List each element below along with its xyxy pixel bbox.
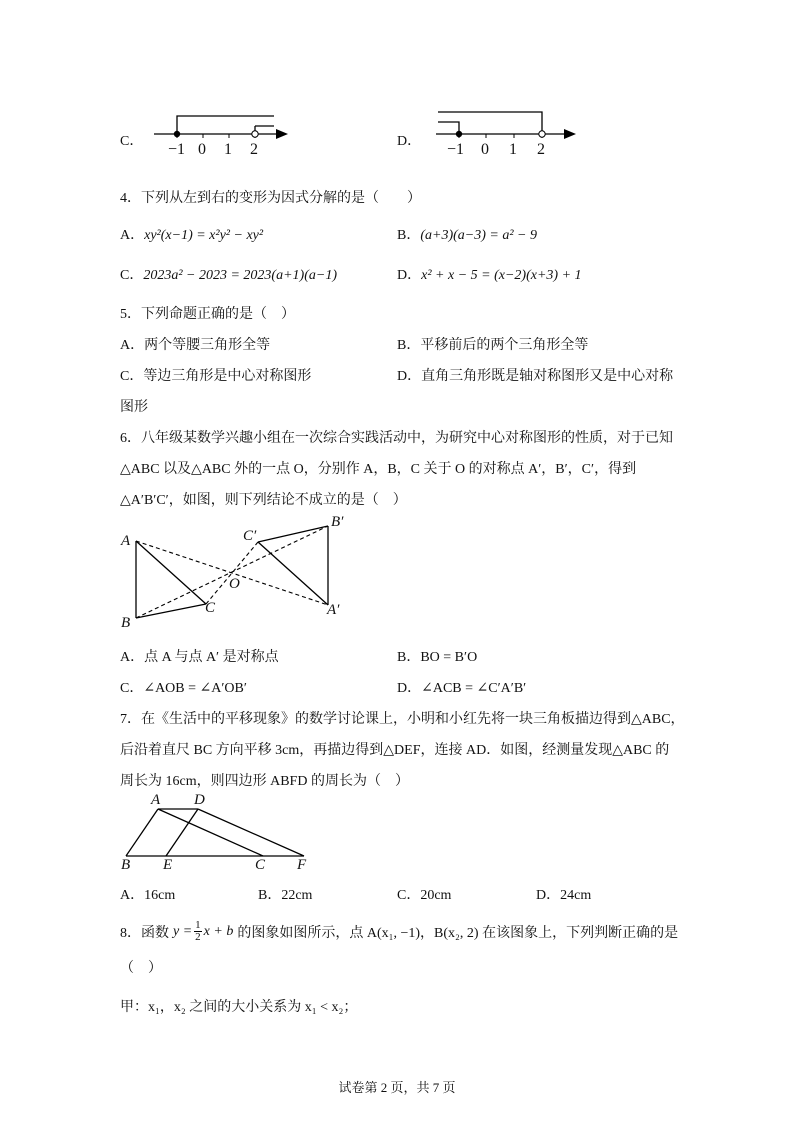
q4-stem: 4．下列从左到右的变形为因式分解的是（ ） xyxy=(120,191,421,206)
q6-fig-label-o: O xyxy=(229,576,240,592)
q7-fig-label-b: B xyxy=(121,857,131,873)
q4-option-a: A．xy²(x−1) = x²y² − xy² xyxy=(120,228,264,243)
q5-option-a: A．两个等腰三角形全等 xyxy=(120,338,271,353)
q5-option-c: C．等边三角形是中心对称图形 xyxy=(120,369,312,384)
q3-c-tick-0: 0 xyxy=(198,141,206,158)
q7-stem-line2: 后沿着直尺 BC 方向平移 3cm，再描边得到△DEF，连接 AD．如图，经测量发现△ABC 的 xyxy=(120,743,670,758)
q6-stem-line2: △ABC 以及△ABC 外的一点 O，分别作 A，B，C 关于 O 的对称点 A′，B′，C′，得到 xyxy=(120,462,637,477)
q5-option-d: D．直角三角形既是轴对称图形又是中心对称 xyxy=(397,369,674,384)
q5-stem: 5．下列命题正确的是（ ） xyxy=(120,307,295,322)
q3-option-d-label: D． xyxy=(397,134,422,149)
q6-option-c: C．∠AOB = ∠A′OB′ xyxy=(120,681,247,696)
q7-option-c: C．20cm xyxy=(397,888,452,903)
q5-option-d-continued: 图形 xyxy=(120,400,148,415)
q7-option-a: A．16cm xyxy=(120,888,176,903)
q8-fraction: $\frac{1}{2}$ xyxy=(195,919,201,943)
q3-c-tick-neg1: −1 xyxy=(168,141,186,158)
q5-option-b: B．平移前后的两个三角形全等 xyxy=(397,338,589,353)
q8-stem-line1: 8．函数 y = $\frac{1}{2}$ x + b 的图象如图所示，点 A(x₁, −1)，B(x₂, 2) 在该图象上，下列判断正确的是 xyxy=(120,919,679,943)
q6-option-d: D．∠ACB = ∠C′A′B′ xyxy=(397,681,527,696)
q6-fig-label-b: B xyxy=(121,615,131,631)
q6-fig-label-a: A xyxy=(121,533,131,549)
q7-fig-label-e: E xyxy=(163,857,173,873)
q3-option-c-label: C． xyxy=(120,134,144,149)
q6-fig-label-c-prime: C′ xyxy=(243,528,257,544)
q3-d-tick-neg1: −1 xyxy=(447,141,465,158)
q6-option-b: B．BO = B′O xyxy=(397,650,478,665)
q8-statement-jia: 甲：x₁，x₂ 之间的大小关系为 x₁ < x₂； xyxy=(120,1000,358,1015)
q7-fig-label-c: C xyxy=(255,857,266,873)
q7-stem-line3: 周长为 16cm，则四边形 ABFD 的周长为（ ） xyxy=(120,774,409,789)
q6-fig-label-c: C xyxy=(205,600,216,616)
q3-d-tick-0: 0 xyxy=(481,141,489,158)
q6-fig-label-a-prime: A′ xyxy=(327,602,340,618)
q6-fig-label-b-prime: B′ xyxy=(331,514,344,530)
q4-option-d: D．x² + x − 5 = (x−2)(x+3) + 1 xyxy=(397,268,582,283)
q7-fig-label-d: D xyxy=(194,792,205,808)
q7-fig-label-a: A xyxy=(151,792,161,808)
q6-stem-line3: △A′B′C′，如图，则下列结论不成立的是（ ） xyxy=(120,493,407,508)
q7-option-b: B．22cm xyxy=(258,888,313,903)
q4-option-c: C．2023a² − 2023 = 2023(a+1)(a−1) xyxy=(120,268,337,283)
q6-figure xyxy=(118,515,358,635)
q7-stem-line1: 7．在《生活中的平移现象》的数学讨论课上，小明和小红先将一块三角板描边得到△ABC， xyxy=(120,712,685,727)
q7-option-d: D．24cm xyxy=(536,888,592,903)
q8-stem-line2: （ ） xyxy=(120,961,162,976)
q6-option-a: A．点 A 与点 A′ 是对称点 xyxy=(120,650,279,665)
q7-figure xyxy=(118,796,318,866)
page-footer: 试卷第 2 页，共 7 页 xyxy=(338,1080,456,1095)
q3-d-tick-2: 2 xyxy=(537,141,545,158)
q4-option-b: B．(a+3)(a−3) = a² − 9 xyxy=(397,228,537,243)
q3-c-tick-1: 1 xyxy=(224,141,232,158)
q6-stem-line1: 6．八年级某数学兴趣小组在一次综合实践活动中，为研究中心对称图形的性质，对于已知 xyxy=(120,431,673,446)
q3-d-tick-1: 1 xyxy=(509,141,517,158)
q7-fig-label-f: F xyxy=(297,857,307,873)
q3-c-tick-2: 2 xyxy=(250,141,258,158)
